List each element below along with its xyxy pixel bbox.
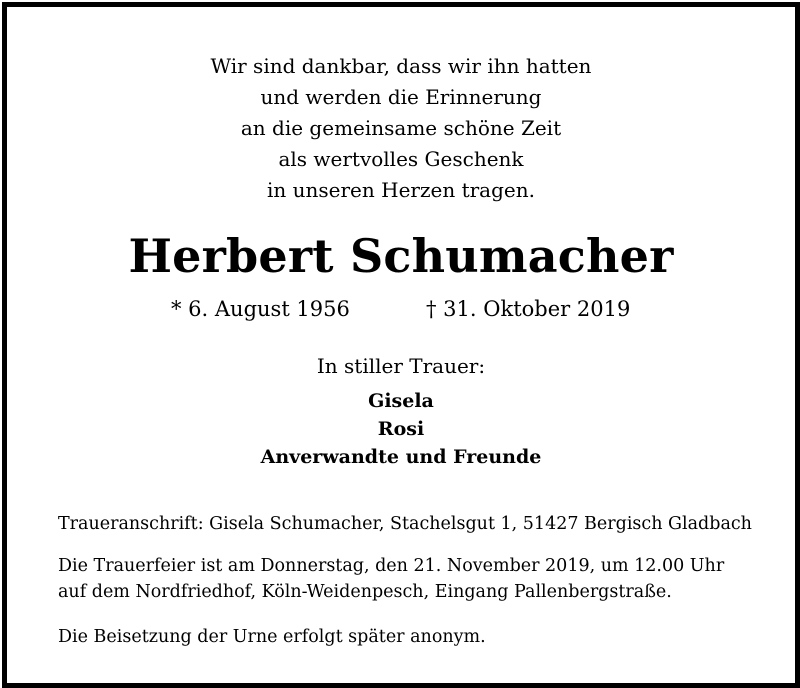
deceased-name: Herbert Schumacher xyxy=(128,229,674,283)
funeral-ceremony-info xyxy=(58,553,724,605)
mourning-address: Traueranschrift: Gisela Schumacher, Stachelsgut 1, 51427 Bergisch Gladbach xyxy=(58,514,752,534)
birth-date: * 6. August 1956 xyxy=(171,297,350,321)
death-date: † 31. Oktober 2019 xyxy=(426,297,631,321)
memorial-poem xyxy=(7,51,795,206)
mourner-name: Anverwandte und Freunde xyxy=(260,446,542,468)
poem-line: in unseren Herzen tragen. xyxy=(267,178,535,202)
burial-info: Die Beisetzung der Urne erfolgt später anonym. xyxy=(58,627,486,647)
poem-line: an die gemeinsame schöne Zeit xyxy=(240,116,562,140)
poem-line: Wir sind dankbar, dass wir ihn hatten xyxy=(210,54,592,78)
mourners-list xyxy=(7,387,795,471)
poem-line: als wertvolles Geschenk xyxy=(278,147,524,171)
ceremony-line: Die Trauerfeier ist am Donnerstag, den 21. November 2019, um 12.00 Uhr xyxy=(58,556,725,576)
mourner-name: Rosi xyxy=(377,418,425,440)
poem-line: und werden die Erinnerung xyxy=(260,85,542,109)
obituary-notice xyxy=(2,2,800,688)
mourning-intro: In stiller Trauer: xyxy=(316,354,486,378)
mourner-name: Gisela xyxy=(368,390,434,412)
ceremony-line: auf dem Nordfriedhof, Köln-Weidenpesch, Eingang Pallenbergstraße. xyxy=(58,582,672,602)
